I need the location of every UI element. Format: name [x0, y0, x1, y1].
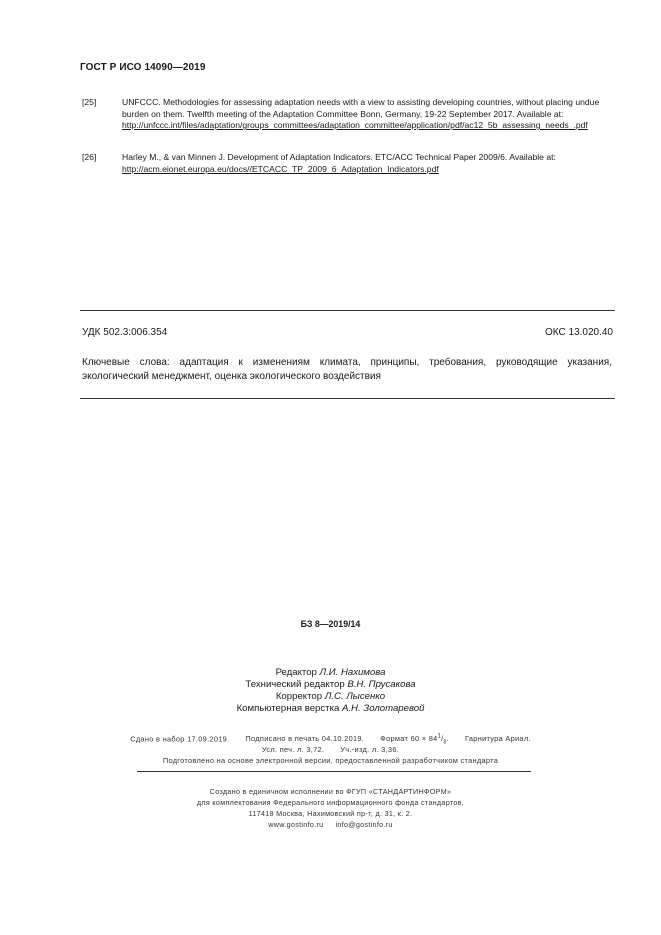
paper-format: Формат $60 \times 84^1/_8$. — [380, 734, 449, 746]
bz-number: БЗ 8—2019/14 — [300, 619, 361, 629]
keywords: Ключевые слова: адаптация к изменениям климата, принципы, требования, руководящие указания, экологический менеджмент, оценка экологического воздействия — [82, 357, 612, 382]
reference-link[interactable]: http://acm.eionet.europa.eu/docs//ETCACC_TP_2009_6_Adaptation_Indicators.pdf — [122, 163, 439, 174]
divider — [80, 310, 615, 311]
staff-name: Л.С. Лысенко — [324, 691, 386, 702]
imprint-note: Подготовлено на основе электронной версии, предоставленной разработчиком стандарта — [162, 756, 499, 765]
divider — [137, 771, 531, 772]
staff-line: Компьютерная верстка А.Н. Золотаревой — [236, 703, 425, 714]
staff-name: В.Н. Прусакова — [347, 679, 416, 690]
staff-name: А.Н. Золотаревой — [341, 703, 425, 714]
staff-line: Редактор Л.И. Нахимова — [275, 667, 386, 678]
reference-text: UNFCCC. Methodologies for assessing adaptation needs with a view to assisting developing countries, without placing undue burden on them. Twelfth meeting of the Adaptation Committee Bonn, Germany, 19-22 September 2017. Available at: http://unfccc.int/files/adaptation/groups_committees/adaptation_committee/application/pdf/ac12_5b_assessing_needs_.pdf — [122, 97, 600, 131]
oks-code: ОКС 13.020.40 — [545, 327, 613, 338]
publisher-line: Создано в единичном исполнении во ФГУП «СТАНДАРТИНФОРМ» — [209, 787, 452, 796]
staff-line: Технический редактор В.Н. Прусакова — [245, 679, 416, 690]
publisher-line: 117418 Москва, Нахимовский пр-т, д. 31, к. 2. — [248, 809, 413, 818]
reference-link[interactable]: http://unfccc.int/files/adaptation/groups_committees/adaptation_committee/application/pdf/ac12_5b_assessing_needs_.pdf — [122, 120, 588, 131]
imprint-line: Сдано в набор 17.09.2019. Подписано в печать 04.10.2019. Формат $60 \times 84^1/_8$. Гарнитура Ариал. — [130, 734, 531, 746]
publisher-email[interactable]: info@gostinfo.ru — [335, 820, 393, 829]
staff-name: Л.И. Нахимова — [319, 667, 386, 678]
publisher-line: для комплектования Федерального информационного фонда стандартов, — [196, 798, 465, 807]
reference-number: [25] — [82, 97, 97, 107]
document-code-header: ГОСТ Р ИСО 14090—2019 — [80, 62, 206, 73]
reference-item — [82, 152, 612, 178]
reference-number: [26] — [82, 152, 97, 162]
staff-line: Корректор Л.С. Лысенко — [275, 691, 386, 702]
reference-item — [82, 97, 612, 145]
udk-code: УДК 502.3:006.354 — [82, 327, 168, 338]
publisher-contacts — [0, 819, 661, 830]
imprint-line: Усл. печ. л. 3,72. Уч.-изд. л. 3,36. — [261, 745, 400, 754]
reference-text: Harley M., & van Minnen J. Development of Adaptation Indicators. ETC/ACC Technical Paper 2009/6. Available at: http://acm.eionet.europa.eu/docs//ETCACC_TP_2009_6_Adaptation_Indicators.pdf — [122, 152, 556, 174]
publisher-website[interactable]: www.gostinfo.ru — [268, 820, 324, 829]
divider — [80, 398, 615, 399]
